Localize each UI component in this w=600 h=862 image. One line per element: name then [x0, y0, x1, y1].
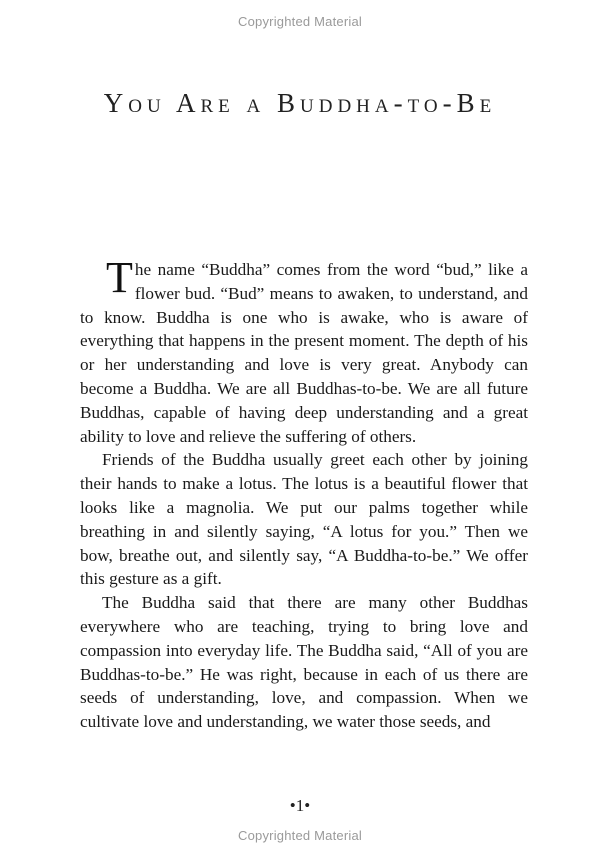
paragraph-3: The Buddha said that there are many other Buddhas everywhere who are teaching, trying to bring love and compassion into everyday life. The Buddha said, “All of you are Buddhas-to-be.” He was right, because in each of us there are seeds of understanding, love, and compassion. When we cultivate love and understanding, we water those seeds, and: [80, 593, 528, 732]
drop-cap: T: [106, 253, 133, 302]
paragraph-2: Friends of the Buddha usually greet each other by joining their hands to make a lotus. The lotus is a beautiful flower that looks like a magnolia. We put our palms together while breathing in and silently saying, “A lotus for you.” Then we bow, breathe out, and silently say, “A Buddha-to-be.” We offer this gesture as a gift.: [80, 450, 528, 589]
chapter-body: [80, 253, 528, 734]
chapter-title: You Are a Buddha-to-Be: [103, 88, 497, 118]
copyright-watermark-top: Copyrighted Material: [238, 14, 362, 29]
paragraph-1: [80, 253, 528, 448]
copyright-watermark-bottom: Copyrighted Material: [238, 828, 362, 843]
paragraph-1-text: he name “Buddha” comes from the word “bud,” like a flower bud. “Bud” means to awaken, to understand, and to know. Buddha is one who is awake, who is aware of everything that happens in the present moment. The depth of his or her understanding and love is very great. Anybody can become a Buddha. We are all Buddhas-to-be. We are all future Buddhas, capable of having deep understanding and a great ability to love and relieve the suffering of others.: [80, 260, 528, 446]
page-number: •1•: [289, 796, 311, 815]
